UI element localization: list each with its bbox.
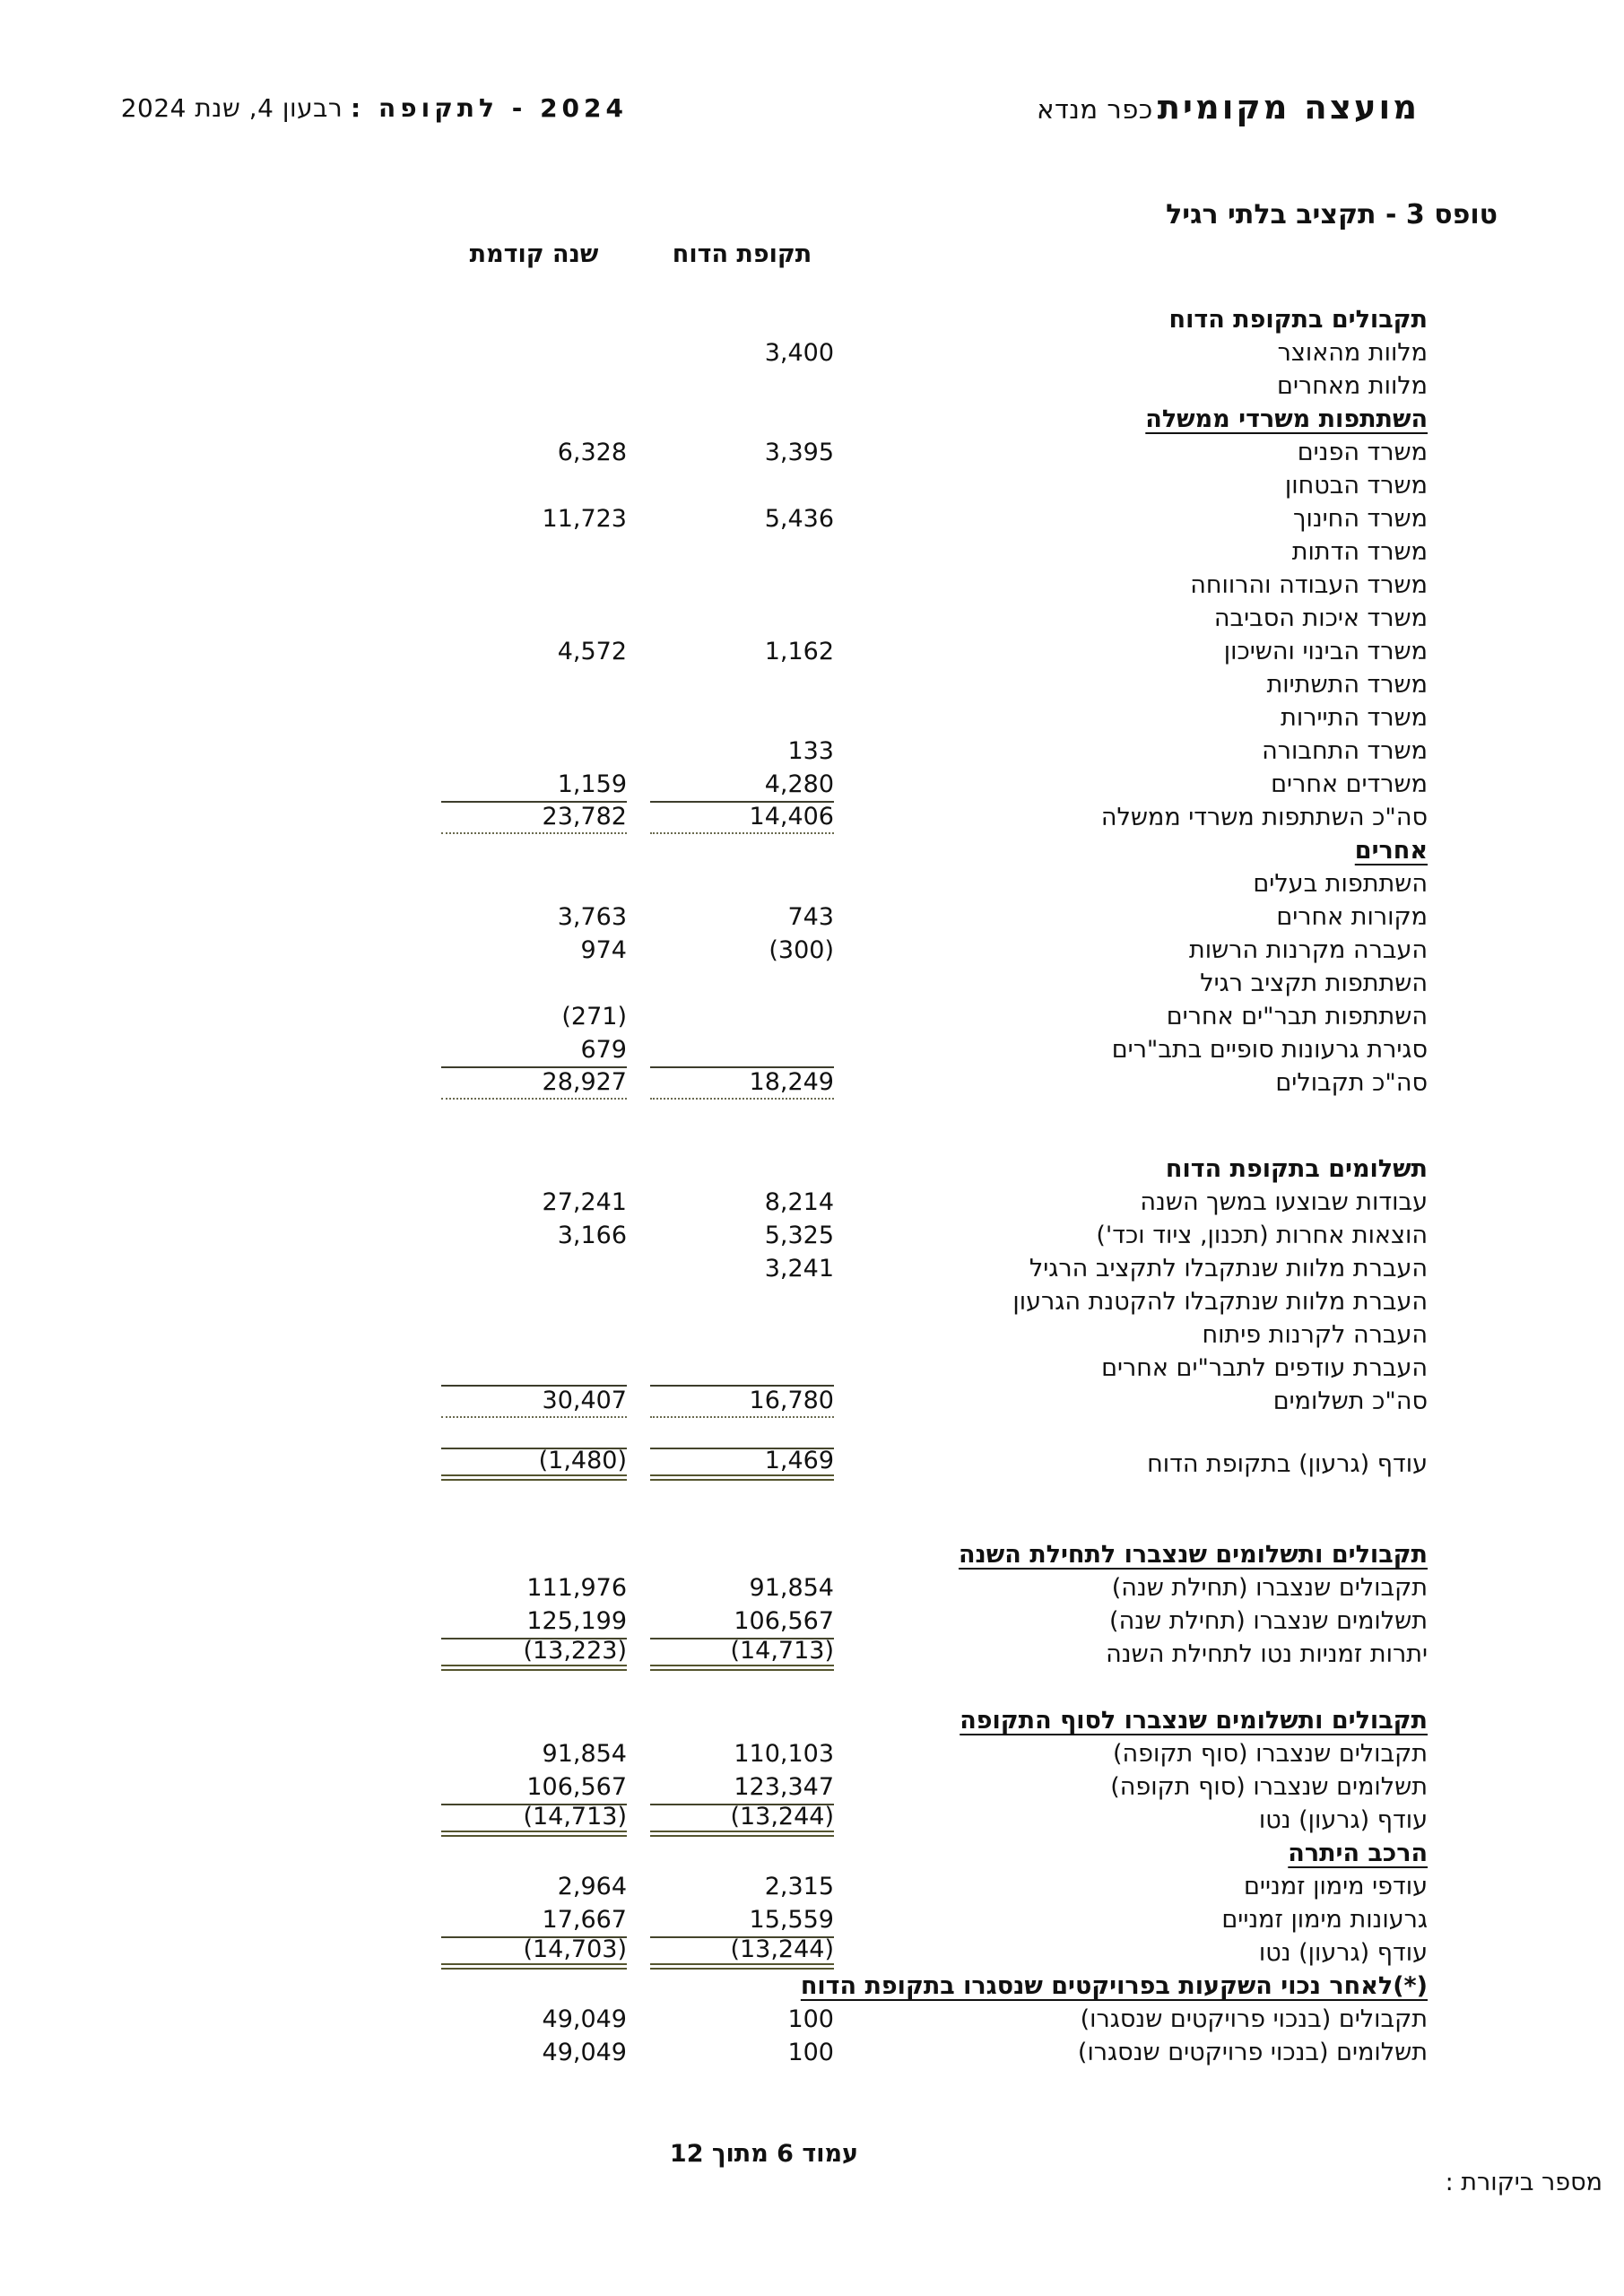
table-row	[441, 569, 1428, 602]
current-period-value: (14,713)	[650, 1638, 834, 1671]
previous-year-value: (1,480)	[441, 1448, 627, 1481]
previous-year-value: 2,964	[557, 1873, 627, 1900]
current-period-value	[650, 403, 834, 436]
row-label: תשלומים שנצברו (תחילת שנה)	[1109, 1607, 1428, 1635]
previous-year-value	[441, 569, 627, 602]
row-label: משרד הבטחון	[1284, 472, 1428, 500]
current-period-value: 2,315	[764, 1873, 834, 1900]
table-row	[441, 967, 1428, 1000]
previous-year-value: 1,159	[557, 770, 627, 798]
section-gap	[441, 1100, 1428, 1152]
table-row	[441, 635, 1428, 668]
row-label: עודף (גרעון) בתקופת הדוח	[1147, 1450, 1428, 1478]
current-period-value: 1,469	[650, 1448, 834, 1481]
current-period-value: 4,280	[764, 770, 834, 798]
current-period-value: (13,244)	[650, 1804, 834, 1837]
row-label: השתתפות תבר"ים אחרים	[1166, 1003, 1428, 1031]
table-row	[441, 1638, 1428, 1671]
table-row	[441, 1538, 1428, 1571]
previous-year-value	[441, 336, 627, 370]
row-label: השתתפות תקציב רגיל	[1200, 970, 1428, 997]
row-label: עודף (גרעון) נטו	[1258, 1806, 1428, 1834]
council-name-bold: מועצה מקומית	[1157, 88, 1420, 126]
current-period-value	[650, 1033, 834, 1066]
previous-year-value: 49,049	[542, 2005, 627, 2033]
row-label: משרד הפנים	[1297, 439, 1428, 466]
row-label: העברה לקרנות פיתוח	[1202, 1321, 1428, 1349]
row-label: מלוות מהאוצר	[1277, 339, 1428, 367]
table-row	[441, 1605, 1428, 1638]
current-period-value: 3,400	[764, 339, 834, 367]
previous-year-value	[441, 967, 627, 1000]
previous-year-value	[441, 701, 627, 735]
budget-table	[441, 303, 1428, 2069]
current-period-value: 3,241	[764, 1255, 834, 1283]
previous-year-value: 4,572	[557, 638, 627, 665]
row-label: העברת מלוות שנתקבלו להקטנת הגרעון	[1012, 1288, 1428, 1316]
current-period-value	[650, 469, 834, 502]
current-period-value: (13,244)	[650, 1936, 834, 1970]
table-row	[441, 1970, 1428, 2003]
row-label: תקבולים ותשלומים שנצברו לסוף התקופה	[960, 1707, 1428, 1735]
previous-year-value: 23,782	[441, 801, 627, 834]
row-label: משרד העבודה והרווחה	[1190, 571, 1428, 599]
current-period-value	[650, 602, 834, 635]
previous-year-value: 27,241	[542, 1188, 627, 1216]
row-label: (*)לאחר נכוי השקעות בפרויקטים שנסגרו בתקופת הדוח	[800, 1972, 1428, 2000]
current-period-value	[650, 867, 834, 900]
row-label: משרד התשתיות	[1266, 671, 1428, 699]
previous-year-value	[441, 403, 627, 436]
previous-year-value	[441, 1970, 627, 2003]
current-period-value	[650, 1352, 834, 1385]
table-row	[441, 1571, 1428, 1605]
row-label: הרכב היתרה	[1288, 1839, 1428, 1867]
page-number: עמוד 6 מתוך 12	[669, 2140, 858, 2168]
current-period-value	[650, 1970, 834, 2003]
row-label: תשלומים בתקופת הדוח	[1165, 1155, 1428, 1183]
table-row	[441, 403, 1428, 436]
current-period-value	[650, 370, 834, 403]
report-period-regular: רבעון 4, שנת 2024	[120, 93, 343, 123]
previous-year-value: 679	[580, 1036, 627, 1064]
table-row	[441, 1318, 1428, 1352]
current-period-value	[650, 1538, 834, 1571]
table-row	[441, 1837, 1428, 1870]
table-row	[441, 1352, 1428, 1385]
table-row	[441, 1936, 1428, 1970]
previous-year-value	[441, 602, 627, 635]
table-row	[441, 1285, 1428, 1318]
table-row	[441, 801, 1428, 834]
table-row	[441, 436, 1428, 469]
row-label: משרד הדתות	[1291, 538, 1428, 566]
table-row	[441, 1870, 1428, 1903]
table-row	[441, 2036, 1428, 2069]
row-label: משרד התחבורה	[1262, 737, 1428, 765]
council-name	[1037, 88, 1420, 126]
table-row	[441, 735, 1428, 768]
previous-year-value	[441, 1285, 627, 1318]
table-row	[441, 1000, 1428, 1033]
current-period-value: 1,162	[764, 638, 834, 665]
table-row	[441, 1704, 1428, 1737]
current-period-value	[650, 1318, 834, 1352]
previous-year-value	[441, 1352, 627, 1385]
row-label: גרעונות מימון זמניים	[1221, 1906, 1428, 1934]
previous-year-value: 106,567	[526, 1773, 627, 1801]
row-label: העברת עודפים לתבר"ים אחרים	[1101, 1354, 1428, 1382]
previous-year-value: 125,199	[526, 1607, 627, 1635]
row-label: עודפי מימון זמניים	[1244, 1873, 1428, 1900]
table-row	[441, 867, 1428, 900]
table-row	[441, 1448, 1428, 1481]
previous-year-value: (13,223)	[441, 1638, 627, 1671]
row-label: סה"כ תשלומים	[1272, 1387, 1428, 1415]
current-period-value: 5,436	[764, 505, 834, 533]
previous-year-value	[441, 1704, 627, 1737]
previous-year-value	[441, 834, 627, 867]
previous-year-value: 28,927	[441, 1066, 627, 1100]
current-period-value	[650, 303, 834, 336]
current-period-value: 110,103	[734, 1740, 834, 1768]
table-row	[441, 469, 1428, 502]
column-header-report-period: תקופת הדוח	[672, 240, 812, 268]
previous-year-value	[441, 1538, 627, 1571]
previous-year-value	[441, 867, 627, 900]
row-label: תשלומים שנצברו (סוף תקופה)	[1110, 1773, 1428, 1801]
audit-number-label: מספר ביקורת :	[1445, 2169, 1602, 2196]
previous-year-value: (14,713)	[441, 1804, 627, 1837]
row-label: השתתפות משרדי ממשלה	[1145, 405, 1428, 433]
row-label: סה"כ השתתפות משרדי ממשלה	[1100, 804, 1428, 831]
current-period-value	[650, 967, 834, 1000]
table-row	[441, 1770, 1428, 1804]
row-label: העברת מלוות שנתקבלו לתקציב הרגיל	[1029, 1255, 1428, 1283]
row-label: סה"כ תקבולים	[1275, 1069, 1428, 1097]
current-period-value: 123,347	[734, 1773, 834, 1801]
table-row	[441, 535, 1428, 569]
row-label: תקבולים בתקופת הדוח	[1168, 306, 1428, 334]
table-row	[441, 1903, 1428, 1936]
table-row	[441, 668, 1428, 701]
previous-year-value	[441, 303, 627, 336]
previous-year-value: 49,049	[542, 2039, 627, 2066]
current-period-value	[650, 668, 834, 701]
table-row	[441, 303, 1428, 336]
council-name-regular: כפר מנדא	[1037, 94, 1153, 125]
table-row	[441, 1737, 1428, 1770]
previous-year-value: 111,976	[526, 1574, 627, 1602]
previous-year-value	[441, 1318, 627, 1352]
row-label: תשלומים (בנכוי פרויקטים שנסגרו)	[1077, 2039, 1428, 2066]
table-row	[441, 602, 1428, 635]
previous-year-value	[441, 668, 627, 701]
row-label: תקבולים (בנכוי פרויקטים שנסגרו)	[1080, 2005, 1428, 2033]
row-label: השתתפות בעלים	[1253, 870, 1428, 898]
row-label: סגירת גרעונות סופיים בתב"רים	[1111, 1036, 1428, 1064]
previous-year-value: 17,667	[542, 1906, 627, 1934]
current-period-value	[650, 1285, 834, 1318]
report-period-bold: 2024 - לתקופה :	[351, 93, 628, 123]
row-label: משרד הבינוי והשיכון	[1223, 638, 1428, 665]
previous-year-value: 3,763	[557, 903, 627, 931]
table-row	[441, 502, 1428, 535]
table-row	[441, 900, 1428, 934]
current-period-value	[650, 1152, 834, 1186]
current-period-value: 106,567	[734, 1607, 834, 1635]
previous-year-value	[441, 1152, 627, 1186]
current-period-value: 133	[787, 737, 834, 765]
current-period-value: 100	[787, 2005, 834, 2033]
previous-year-value: (14,703)	[441, 1936, 627, 1970]
row-label: העברה מקרנות הרשות	[1189, 936, 1428, 964]
current-period-value	[650, 834, 834, 867]
column-header-previous-year: שנה קודמת	[469, 240, 599, 268]
row-label: תקבולים ותשלומים שנצברו לתחילת השנה	[958, 1541, 1428, 1569]
previous-year-value: 30,407	[441, 1385, 627, 1418]
current-period-value: (300)	[769, 936, 834, 964]
row-label: יתרות זמניות נטו לתחילת השנה	[1106, 1640, 1428, 1668]
row-label: מקורות אחרים	[1276, 903, 1428, 931]
current-period-value	[650, 1837, 834, 1870]
current-period-value: 91,854	[749, 1574, 834, 1602]
current-period-value: 14,406	[650, 801, 834, 834]
section-gap	[441, 1481, 1428, 1538]
current-period-value	[650, 701, 834, 735]
row-label: משרדים אחרים	[1271, 770, 1428, 798]
table-row	[441, 370, 1428, 403]
current-period-value	[650, 1704, 834, 1737]
previous-year-value: 6,328	[557, 439, 627, 466]
table-row	[441, 336, 1428, 370]
previous-year-value	[441, 1252, 627, 1285]
previous-year-value: 11,723	[542, 505, 627, 533]
previous-year-value: (271)	[561, 1003, 627, 1031]
table-row	[441, 768, 1428, 801]
table-row	[441, 1252, 1428, 1285]
row-label: עבודות שבוצעו במשך השנה	[1140, 1188, 1428, 1216]
row-label: מלוות מאחרים	[1277, 372, 1428, 400]
previous-year-value	[441, 1837, 627, 1870]
table-row	[441, 701, 1428, 735]
current-period-value: 100	[787, 2039, 834, 2066]
current-period-value	[650, 1000, 834, 1033]
previous-year-value: 3,166	[557, 1222, 627, 1249]
table-row	[441, 934, 1428, 967]
section-gap	[441, 1418, 1428, 1448]
current-period-value	[650, 535, 834, 569]
table-row	[441, 2003, 1428, 2036]
row-label: תקבולים שנצברו (תחילת שנה)	[1111, 1574, 1428, 1602]
previous-year-value	[441, 735, 627, 768]
row-label: הוצאות אחרות (תכנון, ציוד וכד')	[1096, 1222, 1428, 1249]
table-row	[441, 1804, 1428, 1837]
table-row	[441, 1186, 1428, 1219]
current-period-value	[650, 569, 834, 602]
current-period-value: 18,249	[650, 1066, 834, 1100]
row-label: משרד איכות הסביבה	[1213, 604, 1428, 632]
previous-year-value	[441, 469, 627, 502]
form-title: טופס 3 - תקציב בלתי רגיל	[1166, 199, 1498, 230]
table-row	[441, 834, 1428, 867]
previous-year-value: 974	[580, 936, 627, 964]
table-row	[441, 1219, 1428, 1252]
section-gap	[441, 1671, 1428, 1704]
table-row	[441, 1033, 1428, 1066]
previous-year-value	[441, 370, 627, 403]
current-period-value: 15,559	[749, 1906, 834, 1934]
current-period-value: 16,780	[650, 1385, 834, 1418]
table-row	[441, 1385, 1428, 1418]
table-row	[441, 1152, 1428, 1186]
previous-year-value	[441, 535, 627, 569]
row-label: אחרים	[1354, 837, 1428, 865]
previous-year-value: 91,854	[542, 1740, 627, 1768]
current-period-value: 743	[787, 903, 834, 931]
report-period	[121, 93, 628, 123]
row-label: עודף (גרעון) נטו	[1258, 1939, 1428, 1967]
current-period-value: 3,395	[764, 439, 834, 466]
current-period-value: 8,214	[764, 1188, 834, 1216]
current-period-value: 5,325	[764, 1222, 834, 1249]
table-row	[441, 1066, 1428, 1100]
row-label: תקבולים שנצברו (סוף תקופה)	[1112, 1740, 1428, 1768]
row-label: משרד התיירות	[1281, 704, 1428, 732]
row-label: משרד החינוך	[1292, 505, 1428, 533]
